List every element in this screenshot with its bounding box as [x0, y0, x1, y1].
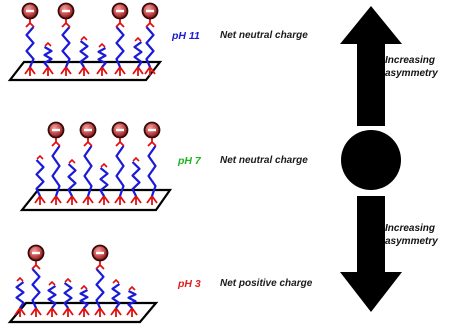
terminal-group	[69, 160, 75, 163]
negative-charge-icon	[81, 123, 96, 138]
panel-ph11	[10, 4, 160, 81]
alkyl-chain	[17, 282, 24, 308]
terminal-group	[133, 158, 139, 161]
ph-label-3: pH 3	[178, 278, 201, 290]
terminal-group	[135, 38, 141, 41]
negative-charge-icon	[143, 4, 158, 19]
charge-label-ph3: Net positive charge	[220, 278, 313, 289]
ph-label-11: pH 11	[172, 30, 200, 42]
upper-arrow-label	[385, 54, 438, 80]
charge-label-ph7: Net neutral charge	[220, 155, 308, 166]
alkyl-chain	[85, 146, 92, 196]
center-dot-icon	[341, 130, 401, 190]
neutral-chain	[111, 280, 121, 317]
down-arrow-icon	[340, 196, 402, 312]
negative-charge-icon	[23, 4, 38, 19]
lower-arrow-label-line2: asymmetry	[385, 236, 438, 247]
negative-charge-icon	[49, 123, 64, 138]
terminal-group	[81, 37, 87, 40]
substrate	[22, 190, 170, 210]
charge-label-ph11: Net neutral charge	[220, 30, 308, 41]
negative-charge-icon	[29, 246, 44, 261]
panel-ph7	[22, 123, 170, 211]
neutral-chain	[43, 43, 53, 76]
terminal-group	[37, 156, 43, 159]
alkyl-chain	[117, 146, 124, 196]
panel-ph3	[10, 246, 156, 323]
terminal-group	[45, 43, 51, 46]
terminal-group	[17, 278, 23, 281]
neutral-chain	[97, 44, 107, 76]
lower-arrow-label	[385, 222, 438, 248]
upper-arrow-label-line2: asymmetry	[385, 68, 438, 79]
ph-label-7: pH 7	[178, 155, 201, 167]
terminal-group	[101, 164, 107, 167]
neutral-chain	[47, 282, 57, 317]
terminal-group	[99, 44, 105, 47]
negative-charge-icon	[113, 123, 128, 138]
neutral-chain	[79, 286, 89, 317]
negative-charge-icon	[145, 123, 160, 138]
negative-charge-icon	[59, 4, 74, 19]
terminal-group	[129, 287, 135, 290]
alkyl-chain	[53, 146, 60, 196]
alkyl-chain	[149, 146, 156, 196]
terminal-group	[113, 280, 119, 283]
terminal-group	[81, 286, 87, 289]
terminal-group	[49, 282, 55, 285]
negative-charge-icon	[93, 246, 108, 261]
terminal-group	[65, 279, 71, 282]
negative-charge-icon	[113, 4, 128, 19]
upper-arrow-label-line1: Increasing	[385, 55, 436, 66]
lower-arrow-label-line1: Increasing	[385, 223, 436, 234]
